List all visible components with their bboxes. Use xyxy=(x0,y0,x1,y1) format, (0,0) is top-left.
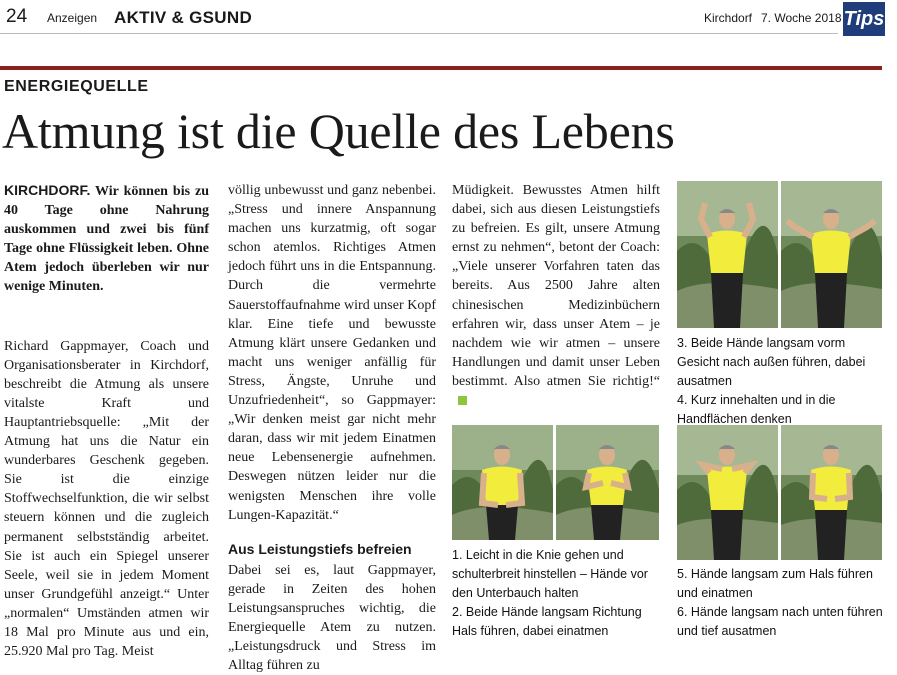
page-header xyxy=(0,0,897,44)
exercise-photo-3 xyxy=(677,181,778,328)
tips-logo: Tips xyxy=(843,2,885,36)
lead-paragraph xyxy=(4,181,209,297)
section-label: Anzeigen xyxy=(47,11,98,25)
article-column-2 xyxy=(228,181,436,675)
header-rule xyxy=(0,33,838,34)
article-column-1 xyxy=(4,181,209,661)
exercise-photo-5 xyxy=(677,425,778,560)
article-column-3 xyxy=(452,181,660,410)
body-paragraph: Dabei sei es, laut Gappmayer, gerade in Zeiten des hohen Leistungsanspruches wichtig, die Energiequelle Atem zu nutzen. „Leistungsdruck und Stress im Alltag führen zu xyxy=(228,562,436,674)
exercise-photo-4 xyxy=(781,181,882,328)
caption-step-1: 1. Leicht in die Knie gehen und schulterbreit hinstellen – Hände vor den Unterbauch halten xyxy=(452,548,648,600)
subheading: Aus Leistungstiefs befreien xyxy=(228,540,412,557)
exercise-photo-1 xyxy=(452,425,553,540)
caption-step-1-2 xyxy=(452,546,659,641)
exercise-photo-2 xyxy=(556,425,659,540)
caption-step-3: 3. Beide Hände langsam vorm Gesicht nach außen führen, dabei ausatmen xyxy=(677,336,866,388)
kicker: ENERGIEQUELLE xyxy=(4,78,149,95)
exercise-photo-6 xyxy=(781,425,882,560)
body-paragraph: völlig unbewusst und ganz nebenbei. „Stress und innere Anspannung machen uns kurzatmig, oft sogar schon atemlos. Richtiges Atmen jedoch führt uns in die Entspannung. Durch die vermehrte Sauerstoffaufnahme wird unser Kopf klar. Eine tiefe und bewusste Atmung klärt unsere Gedanken und macht uns weniger anfällig für Stress, Ängste, Unruhe und Unzufriedenheit“, so Gappmayer: „Wir denken meist gar nicht mehr daran, dass wir mit jedem Einatmen neue Lebensenergie aufnehmen. Deswegen nützen leider nur die wenigsten Menschen ihre volle Lungen-Kapazität.“ xyxy=(228,183,436,523)
edition-week: 7. Woche 2018 xyxy=(761,11,842,25)
headline: Atmung ist die Quelle des Lebens xyxy=(2,103,675,159)
caption-step-5-6 xyxy=(677,565,884,641)
body-paragraph: Richard Gappmayer, Coach und Organisationsberater in Kirchdorf, beschreibt die Atmung als unsere vitalste Kraft und Hauptantriebsquelle: „Mit der Atmung hat uns die Natur ein wunderbares Geschenk gegeben. Sie ist die einzige Stoffwechselfunktion, die wir selbst steuern können und die zugleich permanent selbstständig arbeitet. Sie ist auch ein Spiegel unserer Seele, weil sie in jedem Moment unser Grundgefühl anzeigt.“ Unter „normalen“ Umständen atmen wir 18 Mal pro Minute aus und ein, 25.920 Mal pro Tag. Meist xyxy=(4,338,209,660)
lead-text: Wir können bis zu 40 Tage ohne Nahrung auskommen und zwei bis fünf Tage ohne Flüssigkeit leben. Ohne Atem jedoch überleben wir nur wenige Minuten. xyxy=(4,184,209,295)
end-of-article-marker xyxy=(458,396,467,405)
caption-step-5: 5. Hände langsam zum Hals führen und einatmen xyxy=(677,567,873,600)
caption-step-2: 2. Beide Hände langsam Richtung Hals führen, dabei einatmen xyxy=(452,605,642,638)
caption-step-4: 4. Kurz innehalten und in die Handflächen denken xyxy=(677,393,836,426)
body-text: Müdigkeit. Bewusstes Atmen hilft dabei, sich aus diesen Leistungstiefs zu befreien. Es gilt, unsere Atmung ernst zu nehmen“, betont der Coach: „Viele unserer Vorfahren taten das bereits. Aus 2500 Jahre alten chinesischen Medizinbüchern erfahren wir, dass unser Atem – je nachdem wie wir atmen – unsere Handlungen und damit unser Leben bestimmt. Also atmen Sie richtig!“ xyxy=(452,183,660,389)
page-number: 24 xyxy=(6,6,28,27)
section-title: AKTIV & GSUND xyxy=(114,8,253,27)
caption-step-3-4 xyxy=(677,334,884,429)
body-paragraph xyxy=(452,181,660,410)
caption-step-6: 6. Hände langsam nach unten führen und tief ausatmen xyxy=(677,605,883,638)
edition-town: Kirchdorf xyxy=(704,11,753,25)
article-top-rule xyxy=(0,66,882,70)
dateline: KIRCHDORF. xyxy=(4,182,91,198)
